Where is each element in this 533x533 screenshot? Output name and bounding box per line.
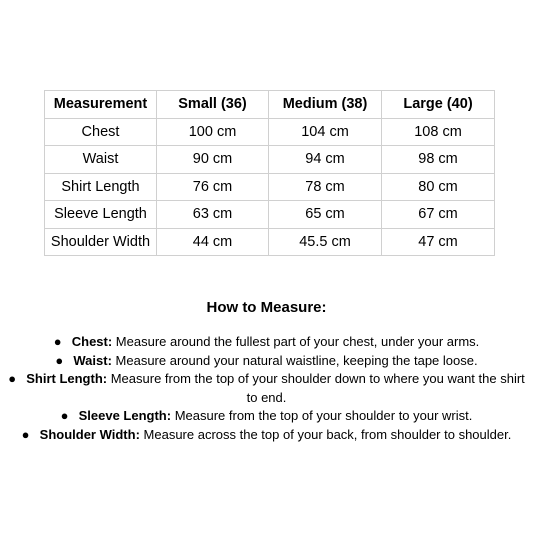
how-to-measure-list [0, 333, 533, 444]
table-row-waist [45, 146, 495, 174]
cell-large: 80 cm [382, 173, 495, 201]
list-item-chest [0, 333, 533, 352]
bullet-icon: ● [21, 426, 30, 442]
row-label: Waist [45, 146, 157, 174]
cell-small: 63 cm [157, 201, 269, 229]
list-item-waist [0, 352, 533, 371]
item-term: Chest: [71, 334, 113, 349]
header-large: Large (40) [382, 91, 495, 119]
list-item-shirt-length [0, 370, 533, 407]
item-term: Sleeve Length: [78, 408, 172, 423]
cell-medium: 94 cm [269, 146, 382, 174]
cell-medium: 104 cm [269, 118, 382, 146]
item-text: Measure around the fullest part of your chest, under your arms. [112, 334, 480, 349]
bullet-icon: ● [8, 371, 17, 386]
item-text: Measure from the top of your shoulder to your wrist. [171, 408, 473, 423]
table-row-sleeve-length [45, 201, 495, 229]
header-measurement: Measurement [45, 91, 157, 119]
table-header-row [45, 91, 495, 119]
item-text: Measure around your natural waistline, keeping the tape loose. [111, 352, 478, 368]
item-text: Measure across the top of your back, from shoulder to shoulder. [139, 426, 512, 442]
cell-large: 98 cm [382, 146, 495, 174]
table-row-shoulder-width [45, 228, 495, 256]
header-medium: Medium (38) [269, 91, 382, 119]
row-label: Shoulder Width [45, 228, 157, 256]
cell-medium: 78 cm [269, 173, 382, 201]
bullet-icon: ● [55, 352, 64, 368]
cell-small: 100 cm [157, 118, 269, 146]
row-label: Shirt Length [45, 173, 157, 201]
item-term: Shoulder Width: [39, 426, 140, 442]
list-item-sleeve-length [0, 407, 533, 426]
item-term: Shirt Length: [26, 371, 108, 386]
row-label: Sleeve Length [45, 201, 157, 229]
cell-small: 90 cm [157, 146, 269, 174]
size-chart-table [44, 90, 495, 256]
item-term: Waist: [73, 352, 112, 368]
item-text: Measure from the top of your shoulder down to where you want the shirt to end. [107, 371, 525, 405]
table-row-chest [45, 118, 495, 146]
cell-large: 108 cm [382, 118, 495, 146]
how-to-measure-heading: How to Measure: [206, 299, 327, 316]
cell-small: 76 cm [157, 173, 269, 201]
bullet-icon: ● [60, 408, 69, 423]
table-row-shirt-length [45, 173, 495, 201]
cell-large: 67 cm [382, 201, 495, 229]
header-small: Small (36) [157, 91, 269, 119]
cell-small: 44 cm [157, 228, 269, 256]
cell-medium: 65 cm [269, 201, 382, 229]
cell-medium: 45.5 cm [269, 228, 382, 256]
bullet-icon: ● [53, 334, 62, 349]
cell-large: 47 cm [382, 228, 495, 256]
list-item-shoulder-width [0, 426, 533, 445]
row-label: Chest [45, 118, 157, 146]
